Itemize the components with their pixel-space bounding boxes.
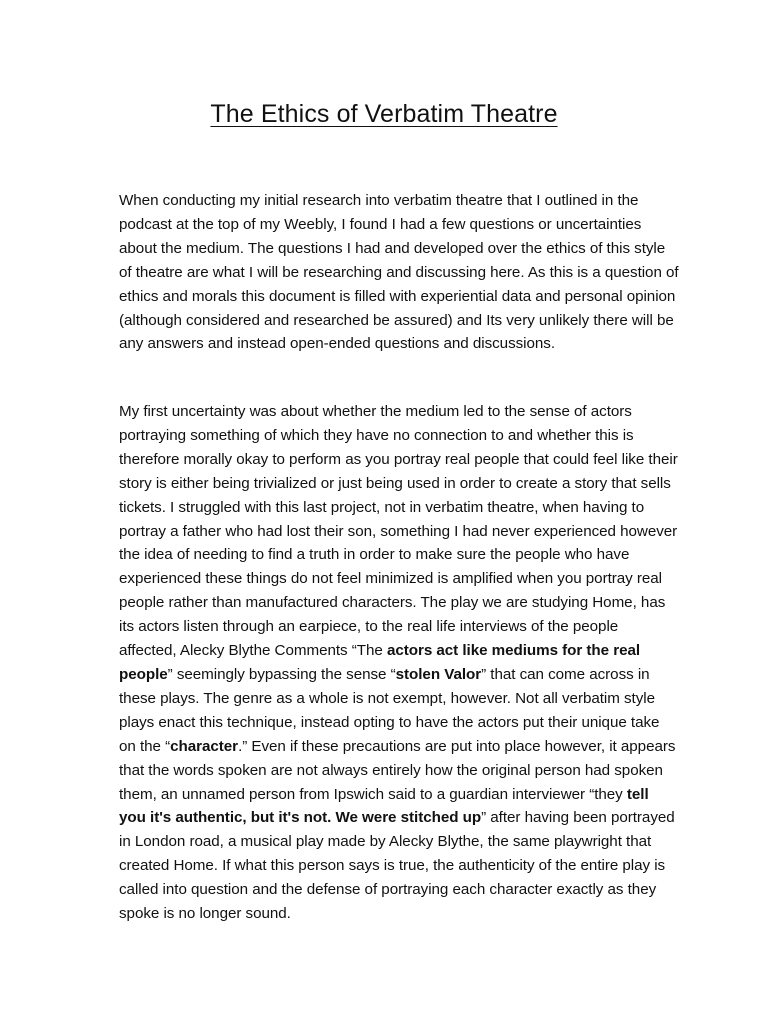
emphasized-quote: character (170, 737, 239, 755)
paragraph-text: ” after having been portrayed in London road, a musical play made by Alecky Blythe, the same playwright that created Home. If what this person says is true, the authenticity of the entire play is called into question and the defense of portraying each character exactly as they spoke is no longer sound. (119, 809, 675, 923)
paragraph-text: ” seemingly bypassing the sense “ (167, 665, 396, 683)
paragraph-text: My first uncertainty was about whether the medium led to the sense of actors portraying something of which they have no connection to and whether this is therefore morally okay to perform as you portray real people that could feel like their story is either being trivialized or just being used in order to create a story that sells tickets. I struggled with this last project, not in verbatim theatre, when having to portray a father who had lost their son, something I had never experienced however the idea of needing to find a truth in order to make sure the people who have experienced these things do not feel minimized is amplified when you portray real people rather than manufactured characters. The play we are studying Home, has its actors listen through an earpiece, to the real life interviews of the people affected, Alecky Blythe Comments “The (119, 403, 678, 660)
paragraph-intro (119, 189, 679, 356)
emphasized-quote: actors act like mediums for the real people (119, 642, 641, 683)
document-title: The Ethics of Verbatim Theatre (210, 100, 558, 128)
paragraph-text: When conducting my initial research into verbatim theatre that I outlined in the podcast at the top of my Weebly, I found I had a few questions or uncertainties about the medium. The questions I had and developed over the ethics of this style of theatre are what I will be researching and discussing here. As this is a question of ethics and morals this document is filled with experiential data and personal opinion (although considered and researched be assured) and Its very unlikely there will be any answers and instead open-ended questions and discussions. (119, 192, 679, 353)
paragraph-first-uncertainty (119, 400, 679, 926)
emphasized-quote: tell you it's authentic, but it's not. We were stitched up (119, 785, 649, 827)
emphasized-quote: stolen Valor (395, 665, 482, 683)
paragraph-text: ” that can come across in these plays. The genre as a whole is not exempt, however. Not all verbatim style plays enact this technique, instead opting to have the actors put their unique take on the “ (119, 665, 660, 755)
paragraph-text: .” Even if these precautions are put into place however, it appears that the words spoken are not always entirely how the original person had spoken them, an unnamed person from Ipswich said to a guardian interviewer “they (119, 737, 676, 803)
